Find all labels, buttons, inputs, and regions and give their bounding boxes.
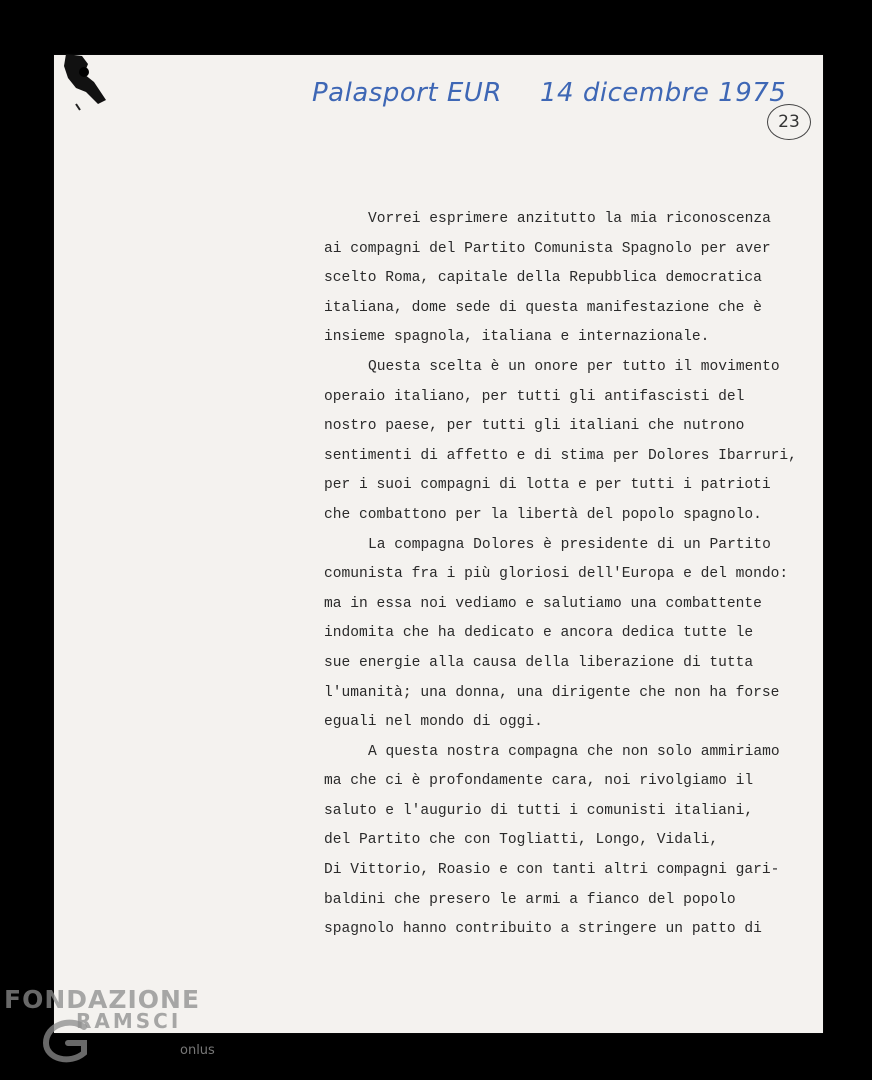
text-line: italiana, dome sede di questa manifestazione che è — [324, 299, 762, 316]
text-line: che combattono per la libertà del popolo spagnolo. — [324, 506, 762, 523]
text-line: indomita che ha dedicato e ancora dedica tutte le — [324, 625, 754, 642]
text-line: ai compagni del Partito Comunista Spagnolo per aver — [324, 240, 771, 257]
text-line: sue energie alla causa della liberazione di tutta — [324, 654, 754, 671]
text-line: eguali nel mondo di oggi. — [324, 714, 543, 731]
circled-page-number: 23 — [767, 104, 811, 140]
watermark-line-1: FONDAZIONE — [4, 985, 201, 1014]
text-line: La compagna Dolores è presidente di un Partito — [368, 536, 771, 553]
text-line: baldini che presero le armi a fianco del popolo — [324, 891, 736, 908]
text-line: sentimenti di affetto e di stima per Dolores Ibarruri, — [324, 447, 797, 464]
fondazione-gramsci-watermark — [4, 985, 224, 1065]
watermark-line-2: RAMSCI — [76, 1009, 182, 1033]
text-line: Di Vittorio, Roasio e con tanti altri compagni gari- — [324, 862, 780, 879]
handwritten-place: Palasport EUR — [312, 78, 502, 108]
text-line: saluto e l'augurio di tutti i comunisti italiani, — [324, 802, 754, 819]
text-line: Questa scelta è un onore per tutto il movimento — [368, 358, 780, 375]
text-line: del Partito che con Togliatti, Longo, Vidali, — [324, 832, 719, 849]
text-line: A questa nostra compagna che non solo ammiriamo — [368, 743, 780, 760]
text-line: Vorrei esprimere anzitutto la mia riconoscenza — [368, 211, 771, 227]
text-line: ma in essa noi vediamo e salutiamo una combattente — [324, 595, 762, 612]
watermark-line-3: onlus — [180, 1043, 215, 1058]
text-line: scelto Roma, capitale della Repubblica democratica — [324, 270, 762, 287]
torn-corner-mark — [60, 52, 108, 112]
text-line: insieme spagnola, italiana e internazionale. — [324, 329, 710, 346]
text-line: spagnolo hanno contribuito a stringere un patto di — [324, 921, 762, 938]
handwritten-date: 14 dicembre 1975 — [540, 78, 787, 108]
text-line: comunista fra i più gloriosi dell'Europa e del mondo: — [324, 566, 789, 583]
text-line: ma che ci è profondamente cara, noi rivolgiamo il — [324, 773, 754, 790]
text-line: operaio italiano, per tutti gli antifascisti del — [324, 388, 745, 405]
text-line: per i suoi compagni di lotta e per tutti i patrioti — [324, 477, 771, 494]
text-line: l'umanità; una donna, una dirigente che non ha forse — [324, 684, 780, 701]
speech-text — [324, 205, 824, 945]
text-line: nostro paese, per tutti gli italiani che nutrono — [324, 418, 745, 435]
